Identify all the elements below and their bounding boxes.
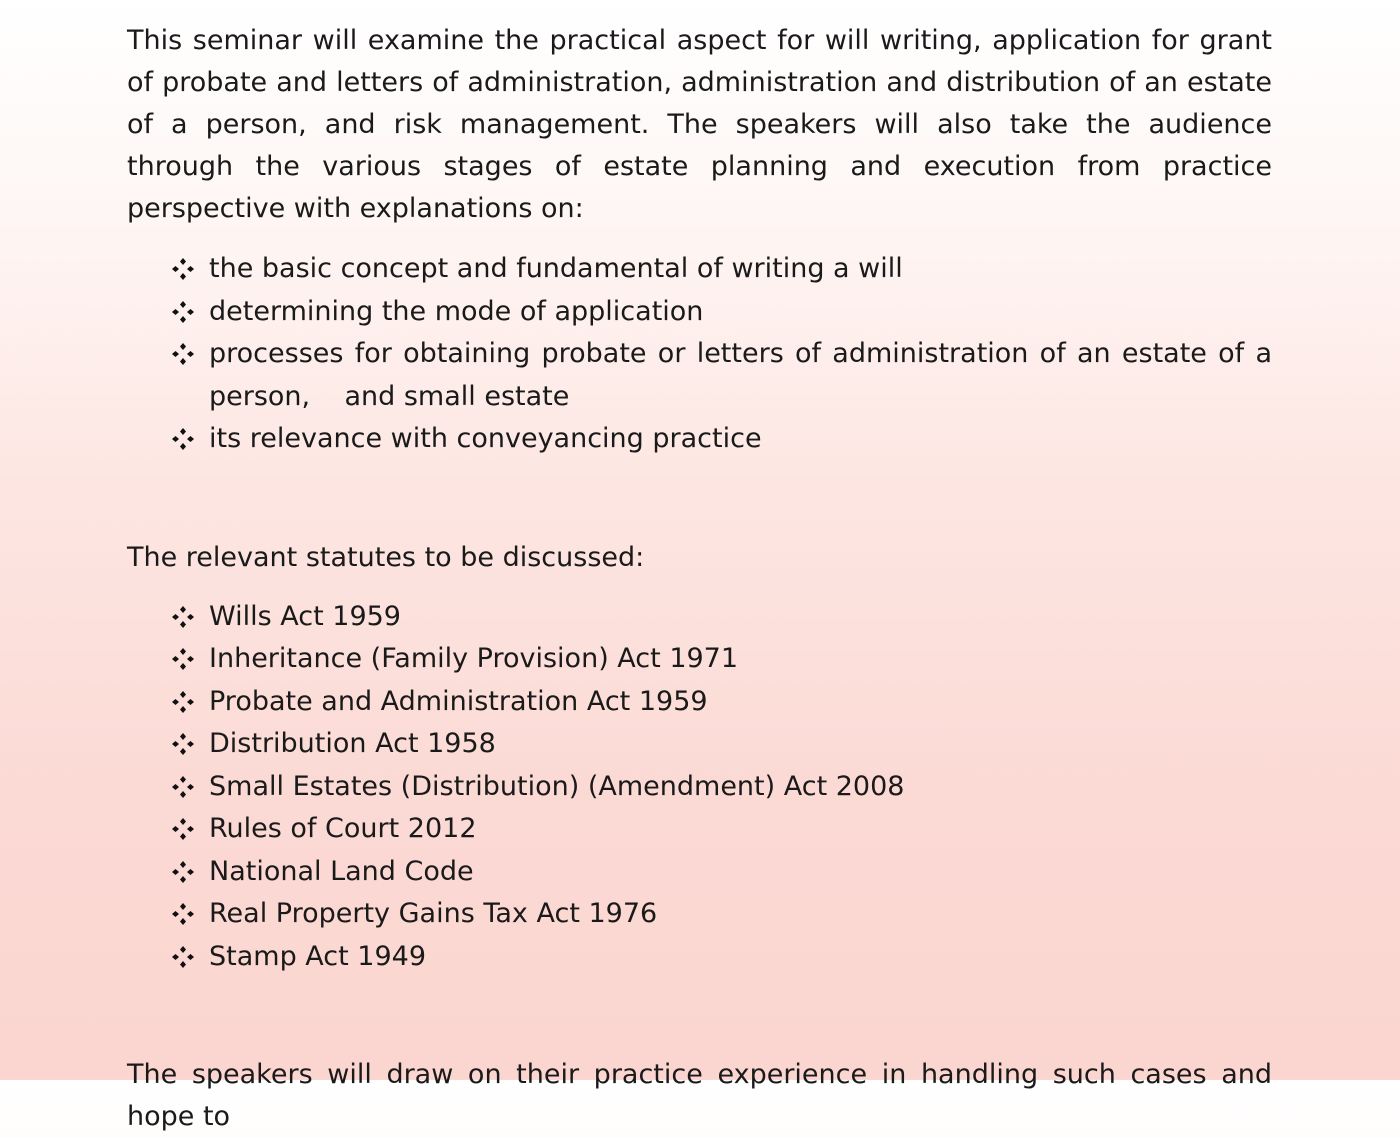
statutes-list [127,596,1272,979]
list-item-text: determining the mode of application [209,295,704,327]
four-diamond-star-icon [169,681,197,723]
document-body [127,20,1272,1138]
list-item [209,291,1272,334]
intro-paragraph: This seminar will examine the practical aspect for will writing, application for grant of probate and letters of administration, administration and distribution of an estate of a person, and risk management. The speakers will also take the audience through the various stages of estate planning and execution from practice perspective with explanations on: [127,25,1272,224]
four-diamond-star-icon [169,418,197,460]
list-item [209,596,1272,639]
four-diamond-star-icon [169,936,197,978]
list-item-text: the basic concept and fundamental of writing a will [209,253,903,284]
statutes-heading: The relevant statutes to be discussed: [127,541,645,573]
list-item-text: National Land Code [209,855,474,887]
list-item-text: Real Property Gains Tax Act 1976 [209,898,658,929]
four-diamond-star-icon [169,723,197,765]
list-item [209,418,1272,461]
list-item-text: its relevance with conveyancing practice [209,423,762,454]
list-item-text: Stamp Act 1949 [209,940,427,972]
list-item [209,893,1272,936]
closing-paragraph: The speakers will draw on their practice experience in handling such cases and hope to [127,1059,1272,1132]
explanations-list [127,248,1272,461]
four-diamond-star-icon [169,291,197,333]
list-item-text: Rules of Court 2012 [209,813,477,844]
list-item [209,638,1272,681]
four-diamond-star-icon [169,248,197,290]
list-item-text: Inheritance (Family Provision) Act 1971 [209,643,739,674]
list-item-text: Wills Act 1959 [209,600,401,632]
four-diamond-star-icon [169,851,197,893]
list-item-text: Probate and Administration Act 1959 [209,685,708,717]
four-diamond-star-icon [169,893,197,935]
list-item [209,248,1272,291]
list-item [209,936,1272,979]
four-diamond-star-icon [169,638,197,680]
list-item [209,681,1272,724]
list-item [209,808,1272,851]
list-item [209,851,1272,894]
list-item [209,333,1272,418]
four-diamond-star-icon [169,766,197,808]
list-item [209,723,1272,766]
list-item-text: Small Estates (Distribution) (Amendment) Act 2008 [209,770,905,802]
list-item-text: Distribution Act 1958 [209,728,496,759]
list-item-text: processes for obtaining probate or letters of administration of an estate of a person, and small estate [209,338,1272,412]
list-item [209,766,1272,809]
four-diamond-star-icon [169,333,197,375]
four-diamond-star-icon [169,596,197,638]
four-diamond-star-icon [169,808,197,850]
